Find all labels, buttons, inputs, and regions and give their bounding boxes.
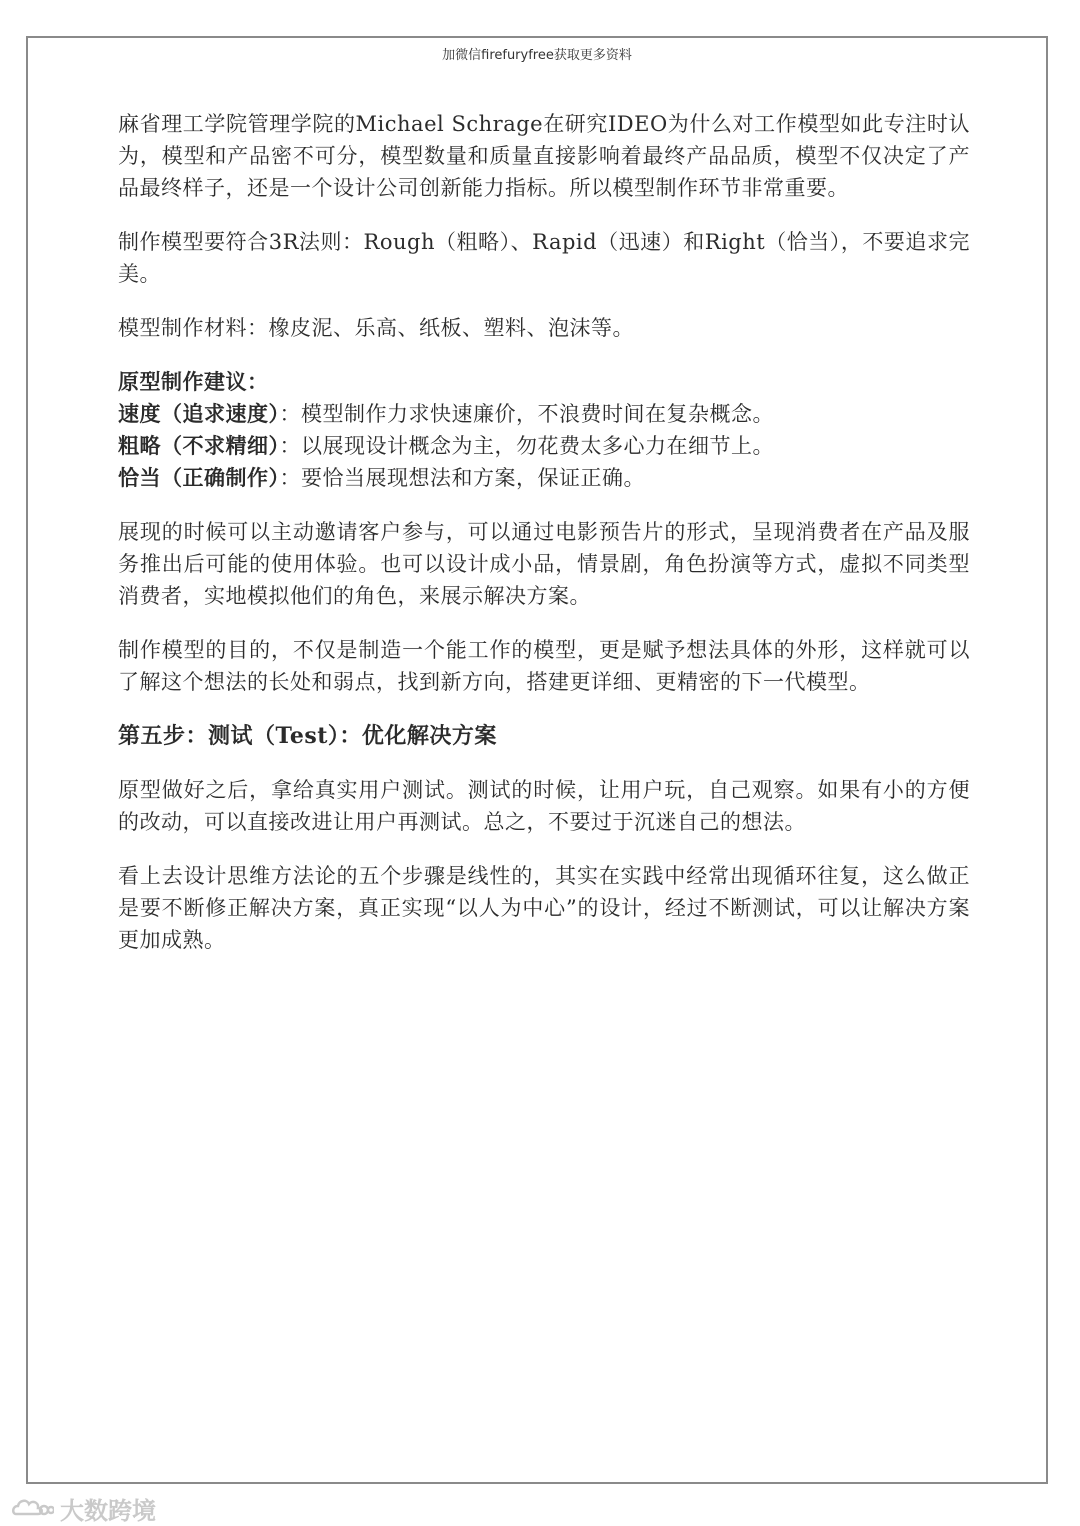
section-heading-test: 第五步：测试（Test）：优化解决方案 <box>118 723 497 749</box>
watermark <box>10 1492 156 1524</box>
advice-item-text: 以展现设计概念为主，勿花费太多心力在细节上。 <box>301 434 774 458</box>
advice-item-label: 粗略（不求精细） <box>118 433 280 458</box>
paragraph-3r-rule: 制作模型要符合3R法则：Rough（粗略）、Rapid（迅速）和Right（恰当），不要追求完美。 <box>118 230 970 286</box>
paragraph-materials: 模型制作材料：橡皮泥、乐高、纸板、塑料、泡沫等。 <box>118 316 634 340</box>
advice-item-label: 速度（追求速度） <box>118 401 280 426</box>
paragraph-presentation: 展现的时候可以主动邀请客户参与，可以通过电影预告片的形式，呈现消费者在产品及服务推出后可能的使用体验。也可以设计成小品，情景剧，角色扮演等方式，虚拟不同类型消费者，实地模拟他们的角色，来展示解决方案。 <box>118 520 970 608</box>
advice-item-text: 要恰当展现想法和方案，保证正确。 <box>301 466 645 490</box>
advice-item <box>118 462 970 494</box>
advice-item-label: 恰当（正确制作） <box>118 465 280 490</box>
advice-item-sep: ： <box>279 402 301 426</box>
paragraph-model-importance: 麻省理工学院管理学院的Michael Schrage在研究IDEO为什么对工作模型如此专注时认为，模型和产品密不可分，模型数量和质量直接影响着最终产品品质，模型不仅决定了产品最终样子，还是一个设计公司创新能力指标。所以模型制作环节非常重要。 <box>118 112 970 200</box>
prototype-advice <box>118 366 970 494</box>
cloud-logo-icon <box>10 1494 54 1522</box>
advice-item-sep: ： <box>279 434 301 458</box>
advice-item-text: 模型制作力求快速廉价，不浪费时间在复杂概念。 <box>301 402 774 426</box>
paragraph-iteration: 看上去设计思维方法论的五个步骤是线性的，其实在实践中经常出现循环往复，这么做正是要不断修正解决方案，真正实现“以人为中心”的设计，经过不断测试，可以让解决方案更加成熟。 <box>118 864 970 952</box>
advice-item <box>118 398 970 430</box>
advice-item <box>118 430 970 462</box>
page-frame <box>26 36 1048 1484</box>
watermark-text: 大数跨境 <box>60 1496 156 1525</box>
document-body <box>118 108 970 978</box>
advice-item-sep: ： <box>279 466 301 490</box>
header-note: 加微信firefuryfree获取更多资料 <box>442 48 632 63</box>
paragraph-model-purpose: 制作模型的目的，不仅是制造一个能工作的模型，更是赋予想法具体的外形，这样就可以了解这个想法的长处和弱点，找到新方向，搭建更详细、更精密的下一代模型。 <box>118 638 970 694</box>
paragraph-user-testing: 原型做好之后，拿给真实用户测试。测试的时候，让用户玩，自己观察。如果有小的方便的改动，可以直接改进让用户再测试。总之，不要过于沉迷自己的想法。 <box>118 778 970 834</box>
advice-title: 原型制作建议： <box>118 369 269 394</box>
